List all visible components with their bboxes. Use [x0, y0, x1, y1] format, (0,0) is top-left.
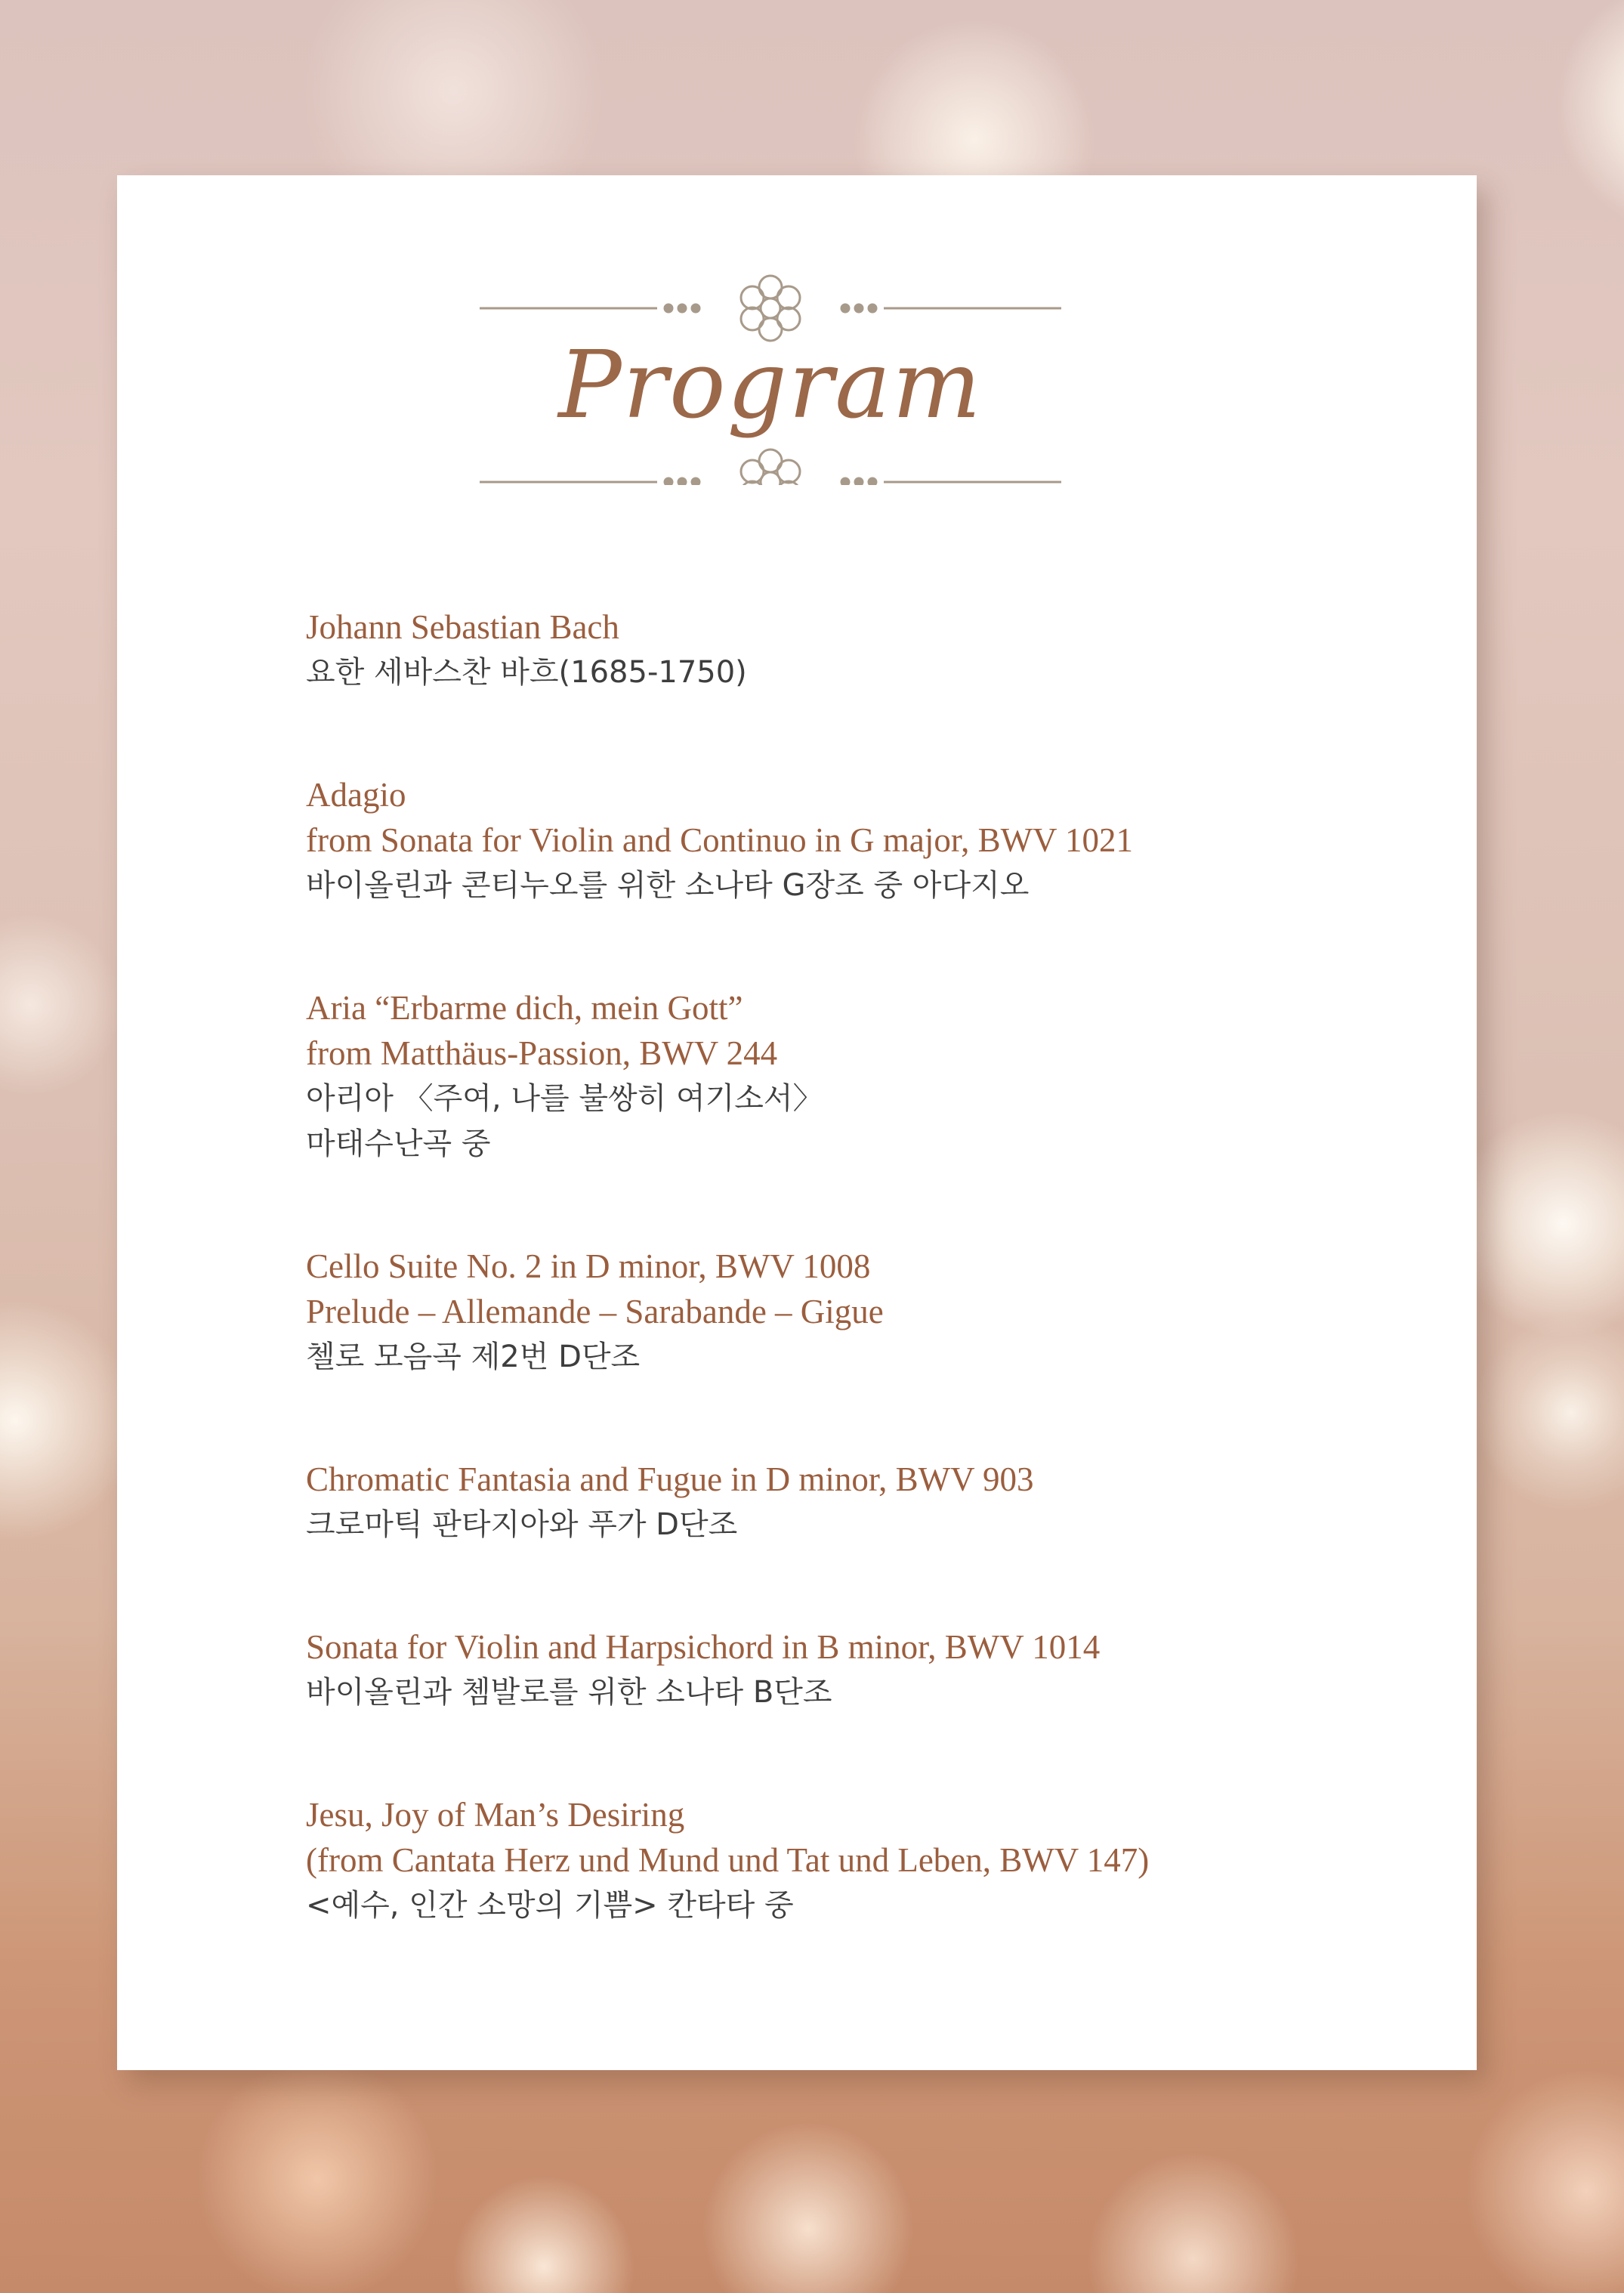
- piece-title: Chromatic Fantasia and Fugue in D minor, BWV 903: [306, 1460, 1034, 1498]
- piece-korean-title: 바이올린과 콘티누오를 위한 소나타 G장조 중 아다지오: [306, 868, 1030, 903]
- program-item-4: [306, 1457, 1439, 1547]
- program-item-0: [306, 604, 1439, 695]
- piece-title: Jesu, Joy of Man’s Desiring: [306, 1796, 685, 1834]
- program-header: [480, 266, 1061, 485]
- program-list: [306, 604, 1439, 2005]
- program-item-6: [306, 1792, 1439, 1928]
- page-title: Program: [558, 331, 983, 440]
- program-item-2: [306, 985, 1439, 1167]
- piece-subtitle: (from Cantata Herz und Mund und Tat und Leben, BWV 147): [306, 1841, 1150, 1879]
- piece-subtitle: Prelude – Allemande – Sarabande – Gigue: [306, 1293, 884, 1330]
- piece-korean-title: 요한 세바스찬 바흐(1685-1750): [306, 655, 747, 690]
- piece-korean-title: 바이올린과 쳄발로를 위한 소나타 B단조: [306, 1675, 832, 1710]
- piece-korean-subtitle: 마태수난곡 중: [306, 1126, 491, 1161]
- program-item-5: [306, 1624, 1439, 1715]
- piece-korean-title: 크로마틱 판타지아와 푸가 D단조: [306, 1507, 738, 1542]
- program-item-1: [306, 772, 1439, 908]
- piece-title: Aria “Erbarme dich, mein Gott”: [306, 989, 743, 1027]
- flower-ornament-icon: [741, 450, 800, 485]
- program-card: [117, 175, 1477, 2070]
- piece-korean-title: <예수, 인간 소망의 기쁨> 칸타타 중: [306, 1888, 794, 1923]
- piece-title: Cello Suite No. 2 in D minor, BWV 1008: [306, 1247, 871, 1285]
- piece-korean-title: 아리아 〈주여, 나를 불쌍히 여기소서〉: [306, 1081, 823, 1116]
- piece-subtitle: from Matthäus-Passion, BWV 244: [306, 1034, 778, 1072]
- piece-subtitle: from Sonata for Violin and Continuo in G major, BWV 1021: [306, 821, 1133, 859]
- program-item-3: [306, 1244, 1439, 1380]
- piece-korean-title: 첼로 모음곡 제2번 D단조: [306, 1340, 641, 1374]
- piece-title: Sonata for Violin and Harpsichord in B minor, BWV 1014: [306, 1628, 1101, 1666]
- piece-title: Adagio: [306, 776, 406, 814]
- piece-title: Johann Sebastian Bach: [306, 608, 619, 646]
